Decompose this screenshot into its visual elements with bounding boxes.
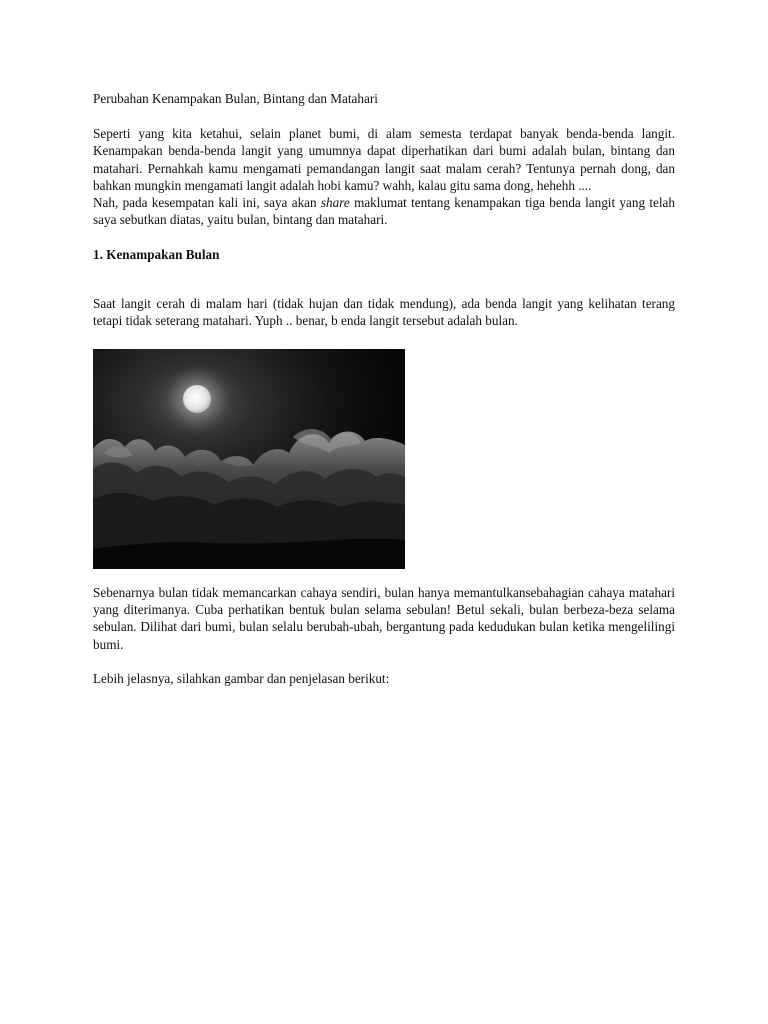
section-heading: 1. Kenampakan Bulan	[93, 246, 220, 262]
spacer	[93, 263, 675, 295]
night-moon-photo	[93, 349, 405, 569]
spacer	[93, 653, 675, 670]
spacer	[93, 569, 675, 584]
document-page	[93, 90, 675, 687]
intro-paragraph: Seperti yang kita ketahui, selain planet bumi, di alam semesta terdapat banyak benda-benda langit. Kenampakan benda-benda langit yang umumnya dapat diperhatikan dari bumi adalah bulan, bintang dan matahari. Pernahkah kamu mengamati pemandangan langit saat malam cerah? Tentunya pernah dong, dan bahkan mungkin mengamati langit adalah hobi kamu? wahh, kalau gitu sama dong, hehehh ....	[93, 126, 675, 193]
share-paragraph-before: Nah, pada kesempatan kali ini, saya akan	[93, 195, 321, 211]
spacer	[93, 229, 675, 246]
document-title: Perubahan Kenampakan Bulan, Bintang dan Matahari	[93, 91, 378, 106]
share-paragraph-after: maklumat tentang kenampakan tiga benda langit yang telah saya sebutkan diatas, yaitu bulan, bintang dan matahari.	[93, 195, 675, 228]
spacer	[93, 330, 675, 349]
moon-intro-paragraph: Saat langit cerah di malam hari (tidak hujan dan tidak mendung), ada benda langit yang kelihatan terang tetapi tidak seterang matahari. Yuph .. benar, b enda langit tersebut adalah bulan.	[93, 296, 675, 329]
closing-line: Lebih jelasnya, silahkan gambar dan penjelasan berikut:	[93, 670, 390, 686]
share-emphasis: share	[320, 195, 350, 211]
share-paragraph	[93, 194, 675, 229]
moon-reflection-paragraph: Sebenarnya bulan tidak memancarkan cahaya sendiri, bulan hanya memantulkansebahagian cahaya matahari yang diterimanya. Cuba perhatikan bentuk bulan selama sebulan! Betul sekali, bulan berbeza-beza selama sebulan. Dilihat dari bumi, bulan selalu berubah-ubah, bergantung pada kedudukan bulan ketika mengelilingi bumi.	[93, 584, 675, 652]
moon-icon	[183, 385, 211, 413]
spacer	[93, 110, 675, 125]
